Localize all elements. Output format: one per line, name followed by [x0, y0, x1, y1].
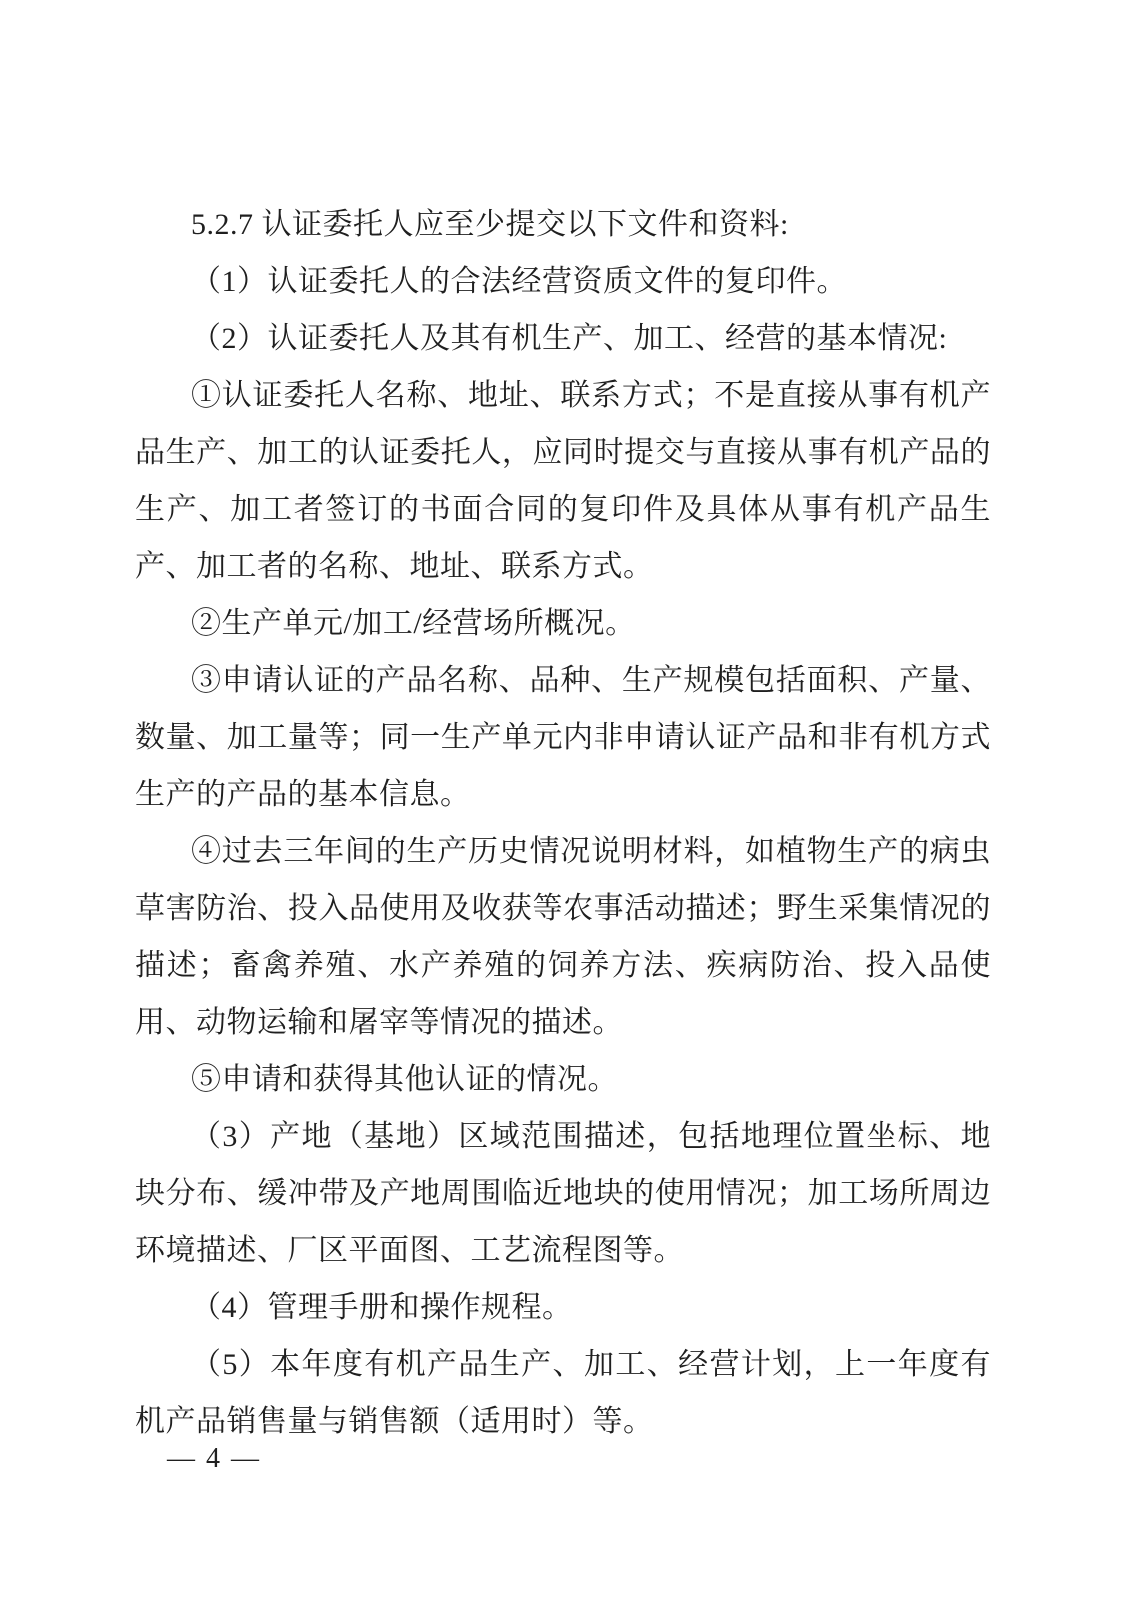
document-body — [135, 196, 991, 1450]
list-item-1: （1）认证委托人的合法经营资质文件的复印件。 — [191, 265, 847, 298]
sub-item-circled-1: ①认证委托人名称、地址、联系方式；不是直接从事有机产品生产、加工的认证委托人，应同时提交与直接从事有机产品的生产、加工者签订的书面合同的复印件及具体从事有机产品生产、加工者的名称、地址、联系方式。 — [135, 379, 991, 583]
page-number: — 4 — — [167, 1443, 261, 1474]
section-heading-5-2-7: 5.2.7 认证委托人应至少提交以下文件和资料: — [191, 208, 789, 241]
sub-item-circled-3: ③申请认证的产品名称、品种、生产规模包括面积、产量、数量、加工量等；同一生产单元内非申请认证产品和非有机方式生产的产品的基本信息。 — [135, 664, 991, 811]
sub-item-circled-2: ②生产单元/加工/经营场所概况。 — [191, 607, 636, 640]
list-item-3: （3）产地（基地）区域范围描述，包括地理位置坐标、地块分布、缓冲带及产地周围临近地块的使用情况；加工场所周边环境描述、厂区平面图、工艺流程图等。 — [135, 1120, 991, 1267]
list-item-5: （5）本年度有机产品生产、加工、经营计划，上一年度有机产品销售量与销售额（适用时）等。 — [135, 1348, 991, 1438]
sub-item-circled-5: ⑤申请和获得其他认证的情况。 — [191, 1063, 618, 1096]
list-item-4: （4）管理手册和操作规程。 — [191, 1291, 573, 1324]
sub-item-circled-4: ④过去三年间的生产历史情况说明材料，如植物生产的病虫草害防治、投入品使用及收获等农事活动描述；野生采集情况的描述；畜禽养殖、水产养殖的饲养方法、疾病防治、投入品使用、动物运输和屠宰等情况的描述。 — [135, 835, 991, 1039]
list-item-2: （2）认证委托人及其有机生产、加工、经营的基本情况: — [191, 322, 948, 355]
